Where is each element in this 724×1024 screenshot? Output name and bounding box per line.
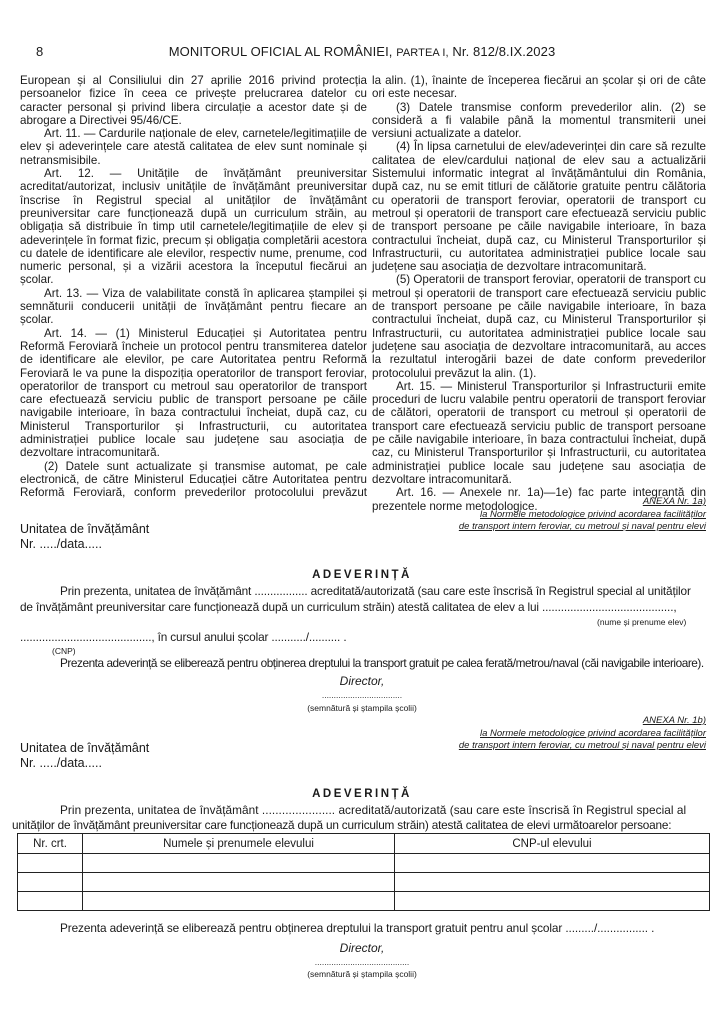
cell-cnp[interactable] — [395, 854, 710, 873]
annex-b-signature-hint: (semnătură și ștampila școlii) — [307, 969, 417, 979]
cell-name[interactable] — [83, 873, 395, 892]
annex-b-line-1: Prin prezenta, unitatea de învățământ ...................... acreditată/autorizată (sau care este înscrisă în Registrul special al — [60, 803, 687, 817]
cell-number[interactable] — [18, 892, 83, 911]
article-12: Art. 12. — Unitățile de învățământ preuniversitar acreditat/autorizat, inclusiv unitățile de învățământ preuniversitar înscrise în Registrul special al unităților de învățământ preuniversitar care funcționează după un curriculum străin, au obligația să distribuie în timp util carnetele/legitimațiile de elev și adeverințele în format fizic, precum și obligația completării acestora cu datele de identificare ale elevilor, respectiv nume, prenume, cod numeric personal, și a vizării acestora la începutul fiecărui an școlar. — [20, 167, 367, 287]
article-16: Art. 16. — Anexele nr. 1a)—1e) fac parte integrantă din prezentele norme metodologice. — [372, 486, 706, 513]
annex-b-heading — [459, 715, 706, 753]
article-14-1: Art. 14. — (1) Ministerul Educației și Autoritatea pentru Reformă Feroviară încheie un protocol pentru transmiterea datelor de identificare ale elevilor, pe care Autoritatea pentru Reformă Feroviară le va pune la dispoziția operatorilor de transport feroviar, operatorilor de transport cu metroul sau operatorilor de transport care efectuează serviciu public de transport persoane pe căile navigabile interioare, în baza contractului încheiat, după caz, cu Ministerul Transporturilor și Infrastructurii, cu autoritatea administrației publice locale sau județene sau asociația de dezvoltare intracomunitară. — [20, 326, 367, 460]
annex-a-unit-block — [20, 522, 149, 552]
paragraph: la alin. (1), înainte de începerea fiecărui an școlar și ori de câte ori este necesar. — [372, 74, 706, 101]
cell-name[interactable] — [83, 892, 395, 911]
cell-number[interactable] — [18, 854, 83, 873]
annex-a-signature-hint: (semnătură și ștampila școlii) — [307, 703, 417, 713]
annex-a-subtitle-2: de transport intern feroviar, cu metroul și naval pentru elevi — [458, 521, 706, 532]
unit-label: Unitatea de învățământ — [20, 522, 150, 536]
left-column — [20, 74, 367, 500]
running-header — [0, 44, 724, 59]
article-14-4: (4) În lipsa carnetului de elev/adeverinței din care să rezulte calitatea de elev/cardului național de elev sau a actualizării Sistemului informatic integrat al învățământului din România, după caz, nu se emit titluri de călătorie gratuite pentru călătoria cu operatorii de transport feroviar, operatorii de transport cu metroul și operatorii de transport care efectuează serviciu public de transport persoane pe căile navigabile interioare, în baza contractului încheiat, după caz, cu Ministerul Transporturilor și Infrastructurii, cu autoritatea administrației publice locale sau județene sau asociația de dezvoltare intracomunitară. — [372, 140, 706, 274]
col-header-name: Numele și prenumele elevului — [83, 834, 395, 854]
annex-b-title: ADEVERINȚĂ — [312, 788, 412, 800]
unit-label: Unitatea de învățământ — [20, 741, 150, 755]
table-row — [18, 854, 710, 873]
annex-b-line-2: unităților de învățământ preuniversitar care funcționează după un curriculum străin) atestă calitatea de elevi următoarelor persoane: — [12, 818, 672, 832]
annex-a-line-1: Prin prezenta, unitatea de învățământ ................. acreditată/autorizată (sau care este înscrisă în Registrul special al unităților — [60, 584, 691, 598]
number-date: Nr. ...../data..... — [20, 756, 102, 770]
annex-a-line-3: .........................................., în cursul anului școlar .........../.......... . — [20, 630, 347, 644]
annex-a-heading — [459, 496, 706, 534]
publication-issue: Nr. 812/8.IX.2023 — [452, 44, 556, 59]
cell-cnp[interactable] — [395, 873, 710, 892]
article-15: Art. 15. — Ministerul Transporturilor și Infrastructurii emite proceduri de lucru valabile pentru operatorii de transport feroviar de călători, operatorii de transport cu metroul și operatorii de transport care efectuează serviciu public de transport persoane pe căile navigabile interioare, în baza contractului încheiat, după caz, cu Ministerul Transporturilor și Infrastructurii, cu autoritatea administrației publice locale sau județene sau asociația de dezvoltare intracomunitară. — [372, 379, 706, 486]
col-header-cnp: CNP-ul elevului — [395, 834, 710, 854]
right-column — [372, 74, 706, 513]
paragraph: European și al Consiliului din 27 aprilie 2016 privind protecția persoanelor fizice în ceea ce privește prelucrarea datelor cu caracter personal și privind libera circulație a acestor date și de abrogare a Directivei 95/46/CE. — [20, 74, 367, 127]
annex-b-line-3: Prezenta adeverință se eliberează pentru obținerea dreptului la transport gratuit pentru anul școlar ........./................ . — [60, 921, 655, 935]
number-date: Nr. ...../data..... — [20, 537, 102, 551]
table-row — [18, 892, 710, 911]
page-number: 8 — [36, 44, 44, 59]
annex-b-signature-line: ........................................ — [314, 957, 410, 967]
annex-a-signature-line: .................................. — [321, 690, 403, 700]
cell-name[interactable] — [83, 854, 395, 873]
annex-a-subtitle-1: la Normele metodologice privind acordarea facilităților — [480, 508, 706, 520]
article-14-5: (5) Operatorii de transport feroviar, operatorii de transport cu metroul și operatorii de transport care efectuează serviciu public de transport persoane pe căile navigabile interioare, în baza contractului încheiat, după caz, cu Ministerul Transporturilor și Infrastructurii, cu autoritatea administrației publice locale sau județene sau asociația de dezvoltare intracomunitară, au acces la rezultatul interogării bazei de date conform prevederilor protocolului prevăzut la alin. (1). — [372, 273, 706, 380]
article-11: Art. 11. — Cardurile naționale de elev, carnetele/legitimațiile de elev și adeverințele care atestă calitatea de elev sunt nominale și netransmisibile. — [20, 127, 367, 167]
annex-b-number: ANEXA Nr. 1b) — [642, 715, 706, 726]
table-row — [18, 873, 710, 892]
cell-cnp[interactable] — [395, 892, 710, 911]
annex-a-number: ANEXA Nr. 1a) — [642, 496, 706, 507]
table-header-row — [18, 834, 710, 854]
annex-a-line-2: de învățământ preuniversitar care funcționează după un curriculum străin) atestă calitatea de elev a lui .........................................., — [20, 600, 677, 614]
article-13: Art. 13. — Viza de valabilitate constă în aplicarea ștampilei și semnăturii conducerii unității de învățământ pentru fiecare an școlar. — [20, 286, 367, 327]
annex-b-unit-block — [20, 741, 149, 771]
annex-a-title: ADEVERINȚĂ — [312, 569, 412, 581]
annex-a-line-4: Prezenta adeverință se eliberează pentru obținerea dreptului la transport gratuit pe calea ferată/metrou/naval (căi navigabile interioare). — [60, 656, 704, 670]
annex-b-subtitle-2: de transport intern feroviar, cu metroul și naval pentru elevi — [458, 740, 706, 751]
annex-b-subtitle-1: la Normele metodologice privind acordarea facilităților — [480, 727, 706, 739]
col-header-number: Nr. crt. — [18, 834, 83, 854]
annex-a-cnp-hint: (CNP) — [52, 646, 76, 656]
annex-a-name-hint: (nume și prenume elev) — [597, 617, 687, 627]
article-14-3: (3) Datele transmise conform prevederilor alin. (2) se consideră a fi valabile până la momentul transmiterii unei versiuni actualizate a datelor. — [372, 100, 706, 141]
cell-number[interactable] — [18, 873, 83, 892]
students-table — [17, 833, 710, 911]
publication-name: MONITORUL OFICIAL AL ROMÂNIEI, — [168, 44, 393, 59]
publication-part: PARTEA I, — [396, 47, 449, 59]
annex-a-director: Director, — [339, 674, 385, 688]
annex-b-director: Director, — [339, 941, 385, 955]
article-14-2: (2) Datele sunt actualizate și transmise automat, pe cale electronică, de către Ministerul Educației către Autoritatea pentru Reformă Feroviară, conform prevederilor protocolului prevăzut — [20, 459, 367, 500]
